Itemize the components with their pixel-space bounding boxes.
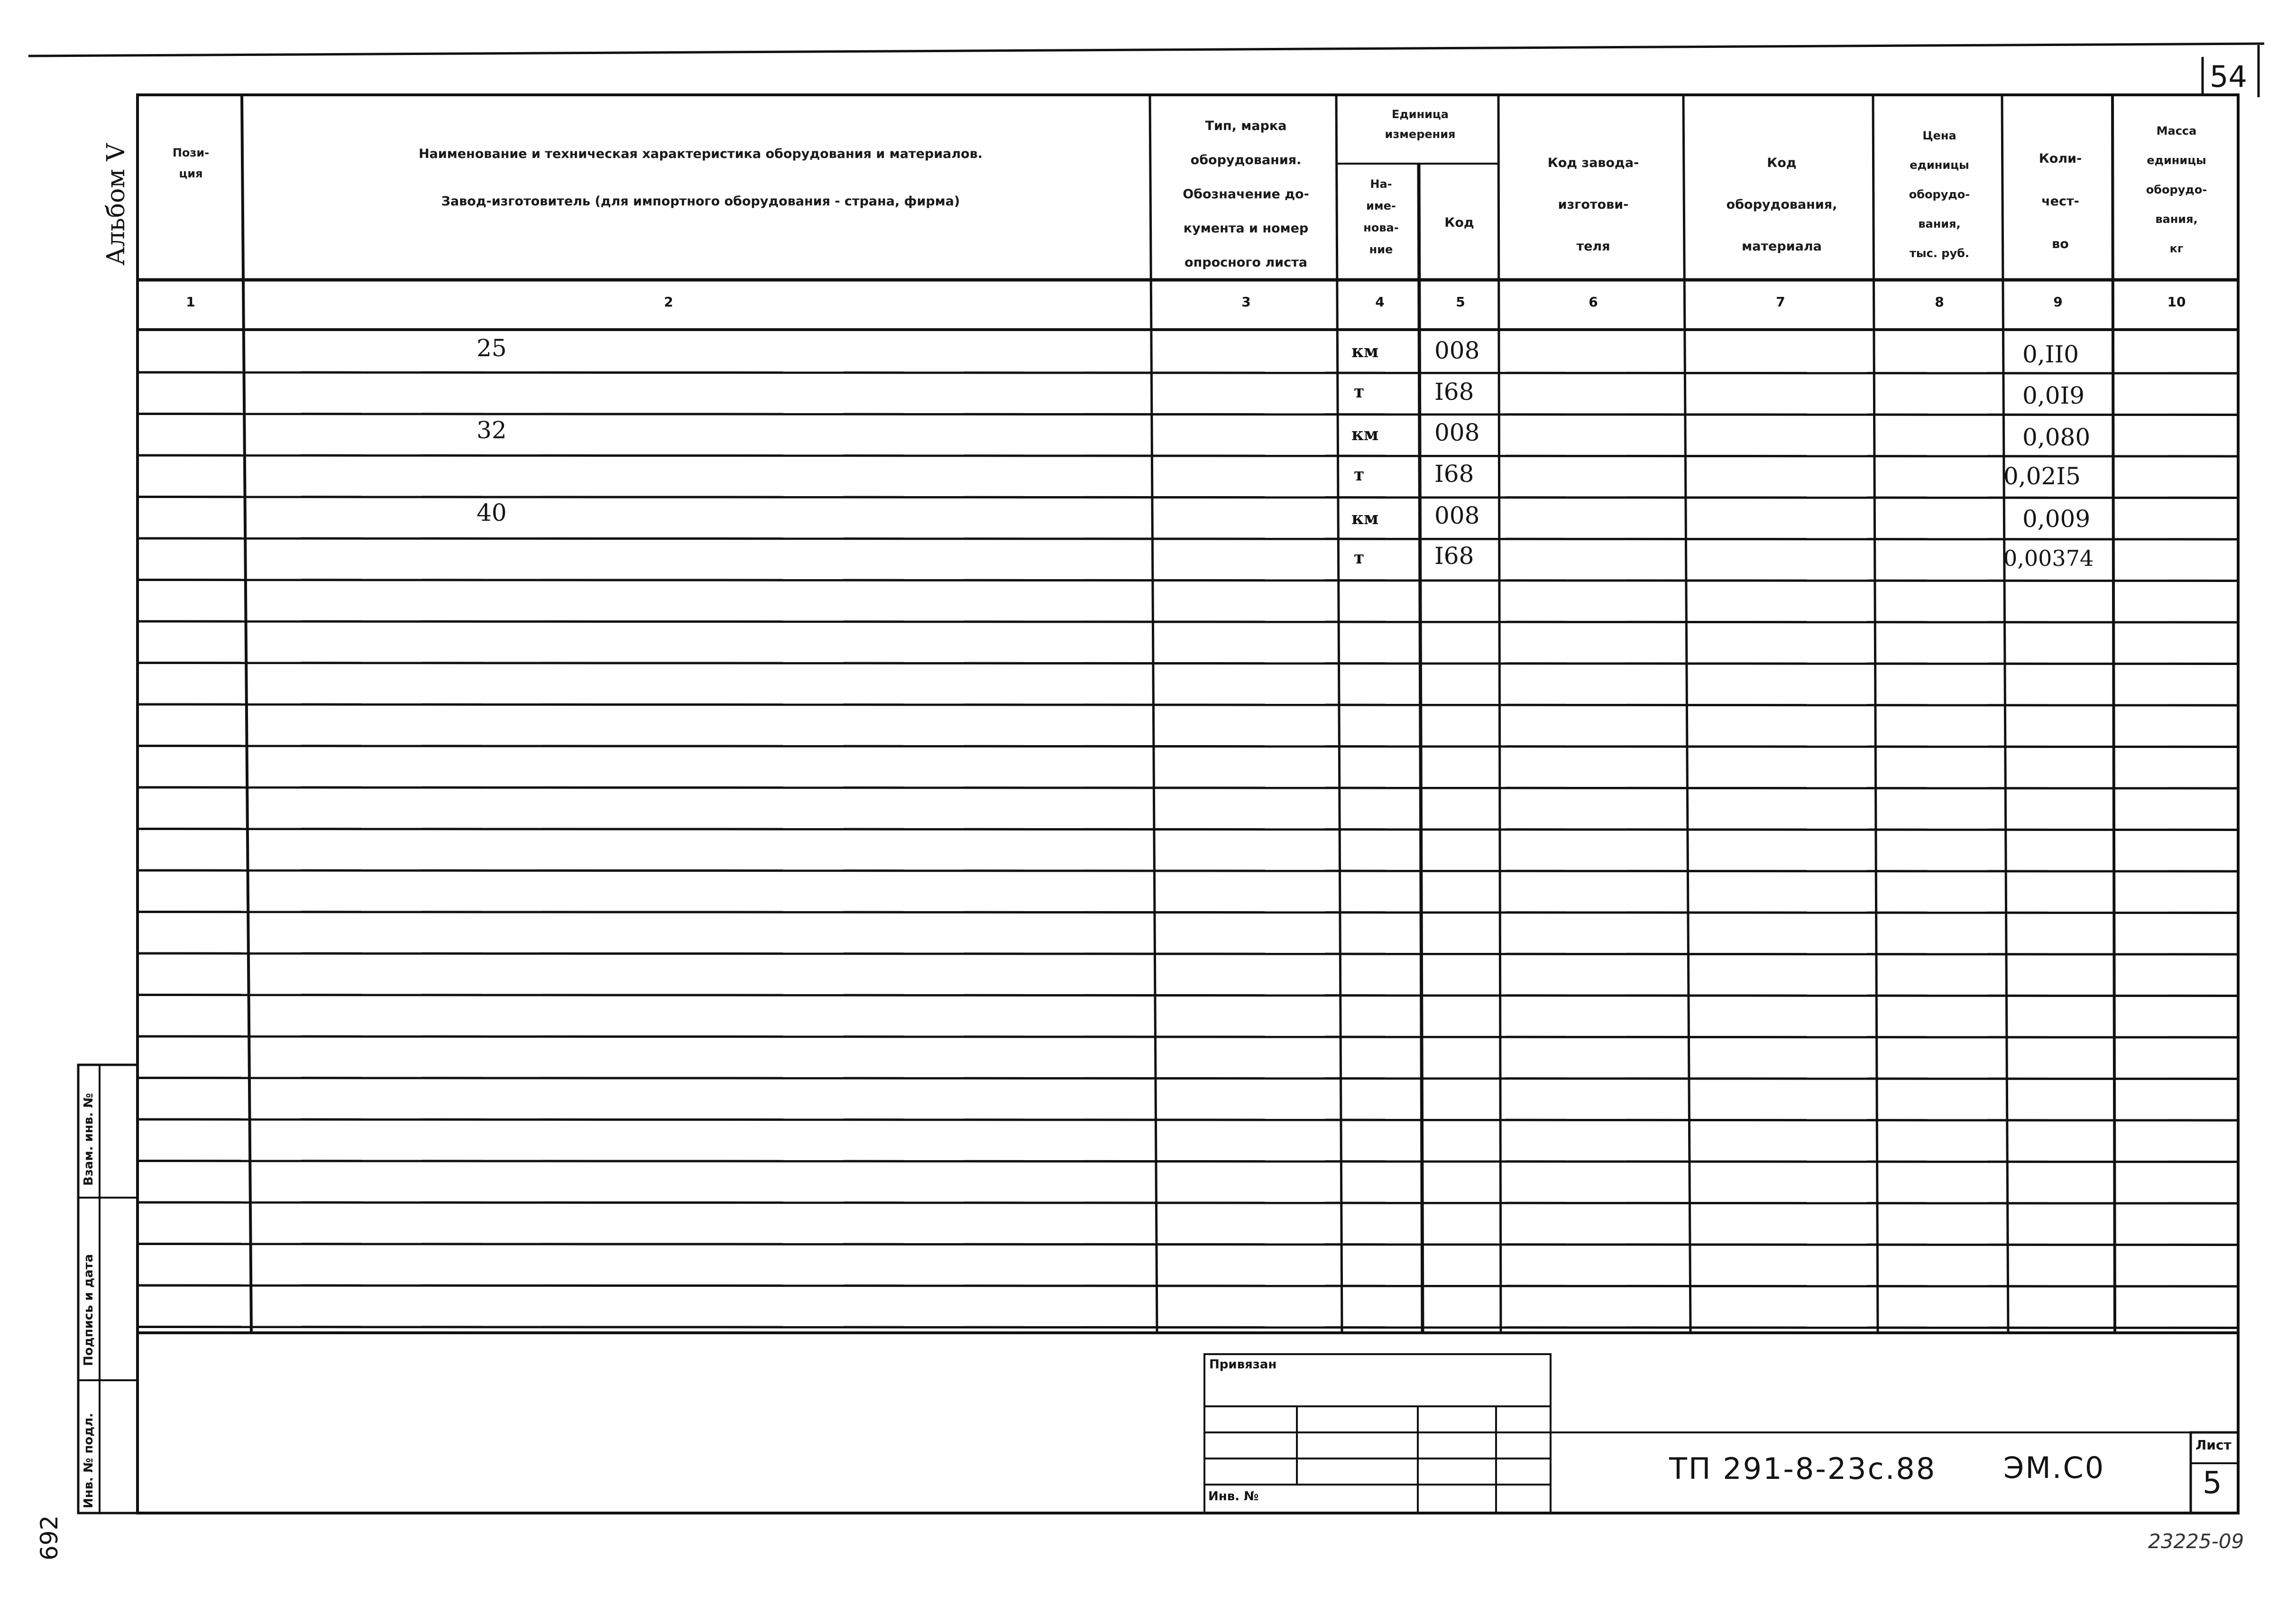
row-rule [138,414,2238,415]
row-qty: 0,0I9 [2022,382,2085,409]
row-qty: 0,080 [2022,424,2091,451]
header-position [140,142,242,184]
header-name-line2: Завод-изготовитель (для импортного оборудования - страна, фирма) [441,194,960,209]
row-code: 008 [1434,337,1480,364]
row-rule [138,663,2238,664]
row-rule [138,1119,2238,1120]
row-code: 008 [1434,419,1480,446]
row-rule [138,787,2238,788]
doc-mark: ЭМ.С0 [2003,1450,2105,1485]
row-rule [138,704,2238,705]
row-code: 008 [1434,502,1480,529]
row-rule [138,1244,2238,1245]
colnum-2: 2 [664,294,673,310]
row-unit: т [1354,548,1365,568]
colnum-10: 10 [2167,294,2186,310]
row-code: I68 [1434,460,1474,488]
colnum-3: 3 [1241,294,1251,310]
row-name: 40 [477,499,507,526]
colnum-4: 4 [1375,294,1385,310]
row-rule [138,829,2238,830]
header-equipment-code: Код оборудования, материала [1726,156,1837,254]
row-rule [138,497,2238,498]
header-position-label: Пози- ция [172,146,210,180]
header-type: Тип, марка оборудования. Обозначение до- кумента и номер опросного листа [1183,119,1309,270]
row-code: I68 [1434,378,1474,406]
bottom-number: 23225-09 [2148,1530,2244,1553]
row-rule [138,1202,2238,1203]
row-rule [138,538,2238,539]
sheet-number-top: 54 [2210,59,2247,94]
row-rule [138,1078,2238,1079]
row-unit: км [1351,508,1379,528]
row-unit: т [1354,382,1365,402]
row-rule [138,621,2238,622]
side-stamp-inventory: Инв. № подл. [82,1412,96,1508]
stamp-privyazan: Привязан [1209,1357,1277,1372]
row-unit: км [1351,425,1379,444]
row-rule [138,1285,2238,1286]
row-rule [138,580,2238,581]
header-units-group: Единица измерения [1385,108,1456,141]
header-unit-code: Код [1444,215,1474,230]
colnum-7: 7 [1776,294,1785,310]
row-rule [138,746,2238,747]
doc-code: ТП 291-8-23с.88 [1669,1451,1937,1486]
row-rule [138,1161,2238,1162]
row-rule [138,372,2238,373]
header-unit-name: На- име- нова- ние [1363,177,1399,256]
row-rule [138,1036,2238,1037]
colnum-5: 5 [1456,294,1465,310]
row-qty: 0,009 [2022,505,2091,533]
row-unit: км [1351,342,1379,361]
album-label: Альбом V [102,143,130,266]
row-code: I68 [1434,542,1474,570]
colnum-8: 8 [1935,294,1944,310]
row-qty: 0,00374 [2003,545,2094,571]
header-mass: Масса единицы оборудо- вания, кг [2146,124,2207,255]
colnum-6: 6 [1589,294,1598,310]
header-quantity: Коли- чест- во [2039,151,2082,251]
row-rule [138,455,2238,456]
row-rule [138,870,2238,871]
side-stamp-replacement: Взам. инв. № [82,1093,96,1186]
header-factory-code: Код завода- изготови- теля [1547,156,1639,254]
row-name: 32 [477,416,507,444]
colnum-9: 9 [2053,294,2063,310]
list-label: Лист [2195,1437,2232,1453]
row-qty: 0,II0 [2022,341,2079,368]
header-name-line1: Наименование и техническая характеристика оборудования и материалов. [418,147,983,161]
row-unit: т [1354,465,1365,485]
row-rule [138,912,2238,913]
header-price: Цена единицы оборудо- вания, тыс. руб. [1909,129,1970,260]
side-stamp-signature: Подпись и дата [82,1254,96,1366]
stamp-inv-no: Инв. № [1208,1489,1259,1504]
margin-number: 692 [36,1515,63,1560]
row-name: 25 [477,334,507,362]
row-rule [138,953,2238,954]
row-rule [138,995,2238,996]
colnum-1: 1 [186,294,195,310]
row-qty: 0,02I5 [2003,462,2081,490]
row-rule [138,1327,2238,1328]
list-number: 5 [2203,1466,2222,1501]
